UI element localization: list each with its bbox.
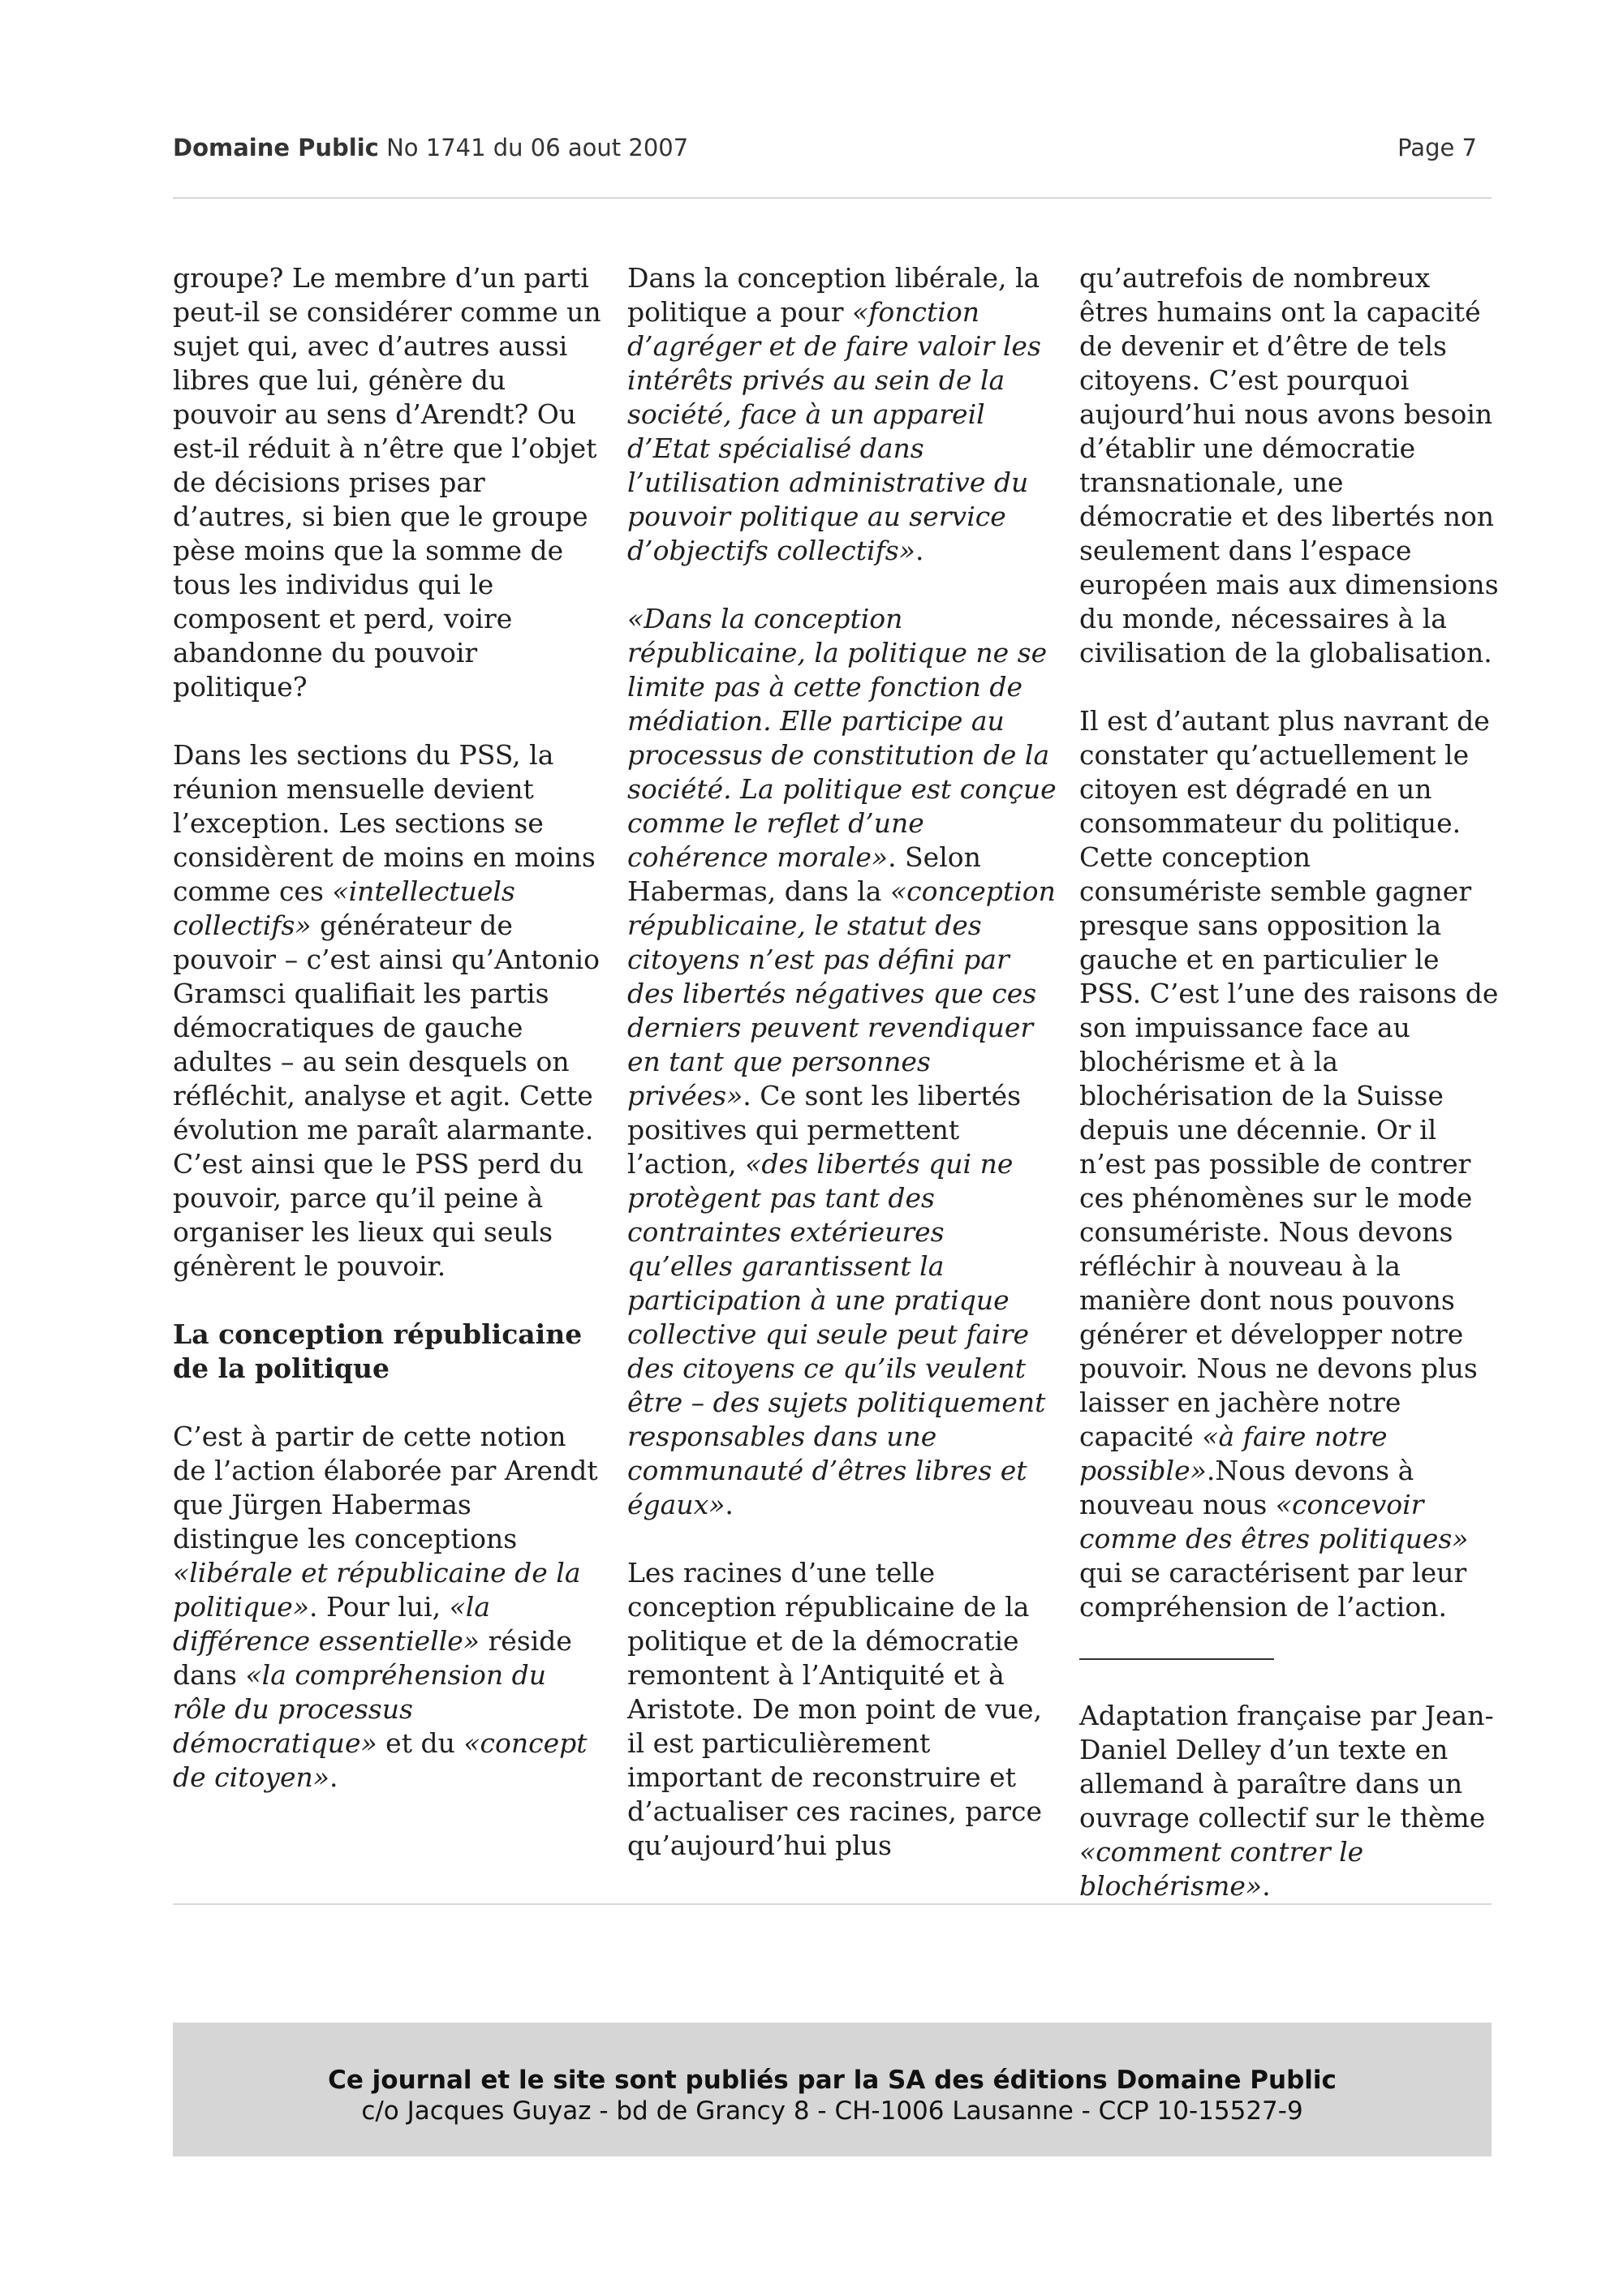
text-run: qui se caractérisent par leur compréhension de l’action. [1079,1557,1467,1623]
text-run: . [1262,1870,1271,1902]
quoted-text: «des libertés qui ne protègent pas tant des contraintes extérieures qu’elles garantissent la participation à une pratique collective qui seule peut faire des citoyens ce qu’ils veulent être – des sujets politiquement responsables dans une communauté d’êtres libres et égaux» [627,1148,1046,1520]
page-number: Page 7 [1397,134,1477,161]
article-end-rule [173,1903,1492,1905]
text-run: . Pour lui, [309,1591,450,1623]
article-column-2 [627,261,1057,1863]
text-run: . Selon Habermas, dans la [627,841,981,907]
quoted-text: «libérale et républicaine de la politique» [173,1557,581,1623]
quoted-text: «concept de citoyen» [173,1727,588,1793]
text-run: groupe? Le membre d’un parti peut-il se considérer comme un sujet qui, avec d’autres aussi libres que lui, génère du pouvoir au sens d’Arendt? Ou est-il réduit à n’être que l’objet de décisions prises par d’autres, si bien que le groupe pèse moins que la somme de tous les individus qui le composent et perd, voire abandonne du pouvoir politique? [173,262,601,703]
text-run: .Nous devons à nouveau nous [1079,1455,1414,1520]
text-run: réside dans [173,1625,572,1691]
section-heading [173,1318,603,1386]
publisher-footer [173,2023,1492,2156]
text-run: . [329,1761,338,1793]
signature-rule [1079,1658,1274,1660]
publication-name: Domaine Public [173,134,379,161]
text-run: qu’autrefois de nombreux êtres humains ont la capacité de devenir et d’être de tels citoyens. C’est pourquoi aujourd’hui nous avons besoin d’établir une démocratie transnationale, une démocratie et des libertés non seulement dans l’espace européen mais aux dimensions du monde, nécessaires à la civilisation de la globalisation. [1079,262,1499,669]
text-run: . [725,1489,734,1520]
quoted-text: «à faire notre possible» [1079,1421,1388,1486]
text-run: Les racines d’une telle conception républicaine de la politique et de la démocratie remontent à l’Antiquité et à Aristote. De mon point de vue, il est particulièrement important de reconstruire et d’actualiser ces racines, parce qu’aujourd’hui plus [627,1557,1043,1861]
text-run: et du [377,1727,464,1759]
paragraph [1079,704,1501,1624]
quoted-text: «la différence essentielle» [173,1591,491,1657]
text-run: Dans les sections du PSS, la réunion mensuelle devient l’exception. Les sections se considèrent de moins en moins comme ces [173,739,596,907]
text-run: . [915,535,924,566]
text-run: . Ce sont les libertés positives qui permettent l’action, [627,1080,1022,1180]
text-run: C’est à partir de cette notion de l’action élaborée par Arendt que Jürgen Habermas distingue les conceptions [173,1421,598,1554]
article-column-3 [1079,261,1501,1903]
text-run: générateur de pouvoir – c’est ainsi qu’Antonio Gramsci qualifiait les partis démocratiques de gauche adultes – au sein desquels on réfléchit, analyse et agit. Cette évolution me paraît alarmante. C’est ainsi que le PSS perd du pouvoir, parce qu’il peine à organiser les lieux qui seuls génèrent le pouvoir. [173,909,600,1282]
footer-publisher: Ce journal et le site sont publiés par la SA des éditions Domaine Public [328,2066,1337,2095]
quoted-text: «fonction d’agréger et de faire valoir les intérêts privés au sein de la société, face à un appareil d’Etat spécialisé dans l’utilisation administrative du pouvoir politique au service d’objectifs collectifs» [627,296,1041,566]
paragraph [1079,261,1501,670]
article-column-1 [173,261,603,1795]
text-run: La conception républicaine de la politique [173,1318,583,1384]
quoted-text: «comment contrer le blochérisme» [1079,1836,1364,1902]
paragraph [173,1420,603,1795]
quoted-text: «la compréhension du rôle du processus démocratique» [173,1659,546,1759]
paragraph [173,738,603,1283]
paragraph [1079,1699,1501,1903]
issue-info: No 1741 du 06 aout 2007 [378,134,689,161]
text-run: Il est d’autant plus navrant de constater qu’actuellement le citoyen est dégradé en un consommateur du politique. Cette conception consumériste semble gagner presque sans opposition la gauche et en particulier le PSS. C’est l’une des raisons de son impuissance face au blochérisme et à la blochérisation de la Suisse depuis une décennie. Or il n’est pas possible de contrer ces phénomènes sur le mode consumériste. Nous devons réfléchir à nouveau à la manière dont nous pouvons générer et développer notre pouvoir. Nous ne devons plus laisser en jachère notre capacité [1079,705,1499,1452]
paragraph [627,602,1057,1522]
paragraph [627,261,1057,568]
page-header [173,134,1492,174]
text-run: Dans la conception libérale, la politique a pour [627,262,1040,328]
paragraph [627,1556,1057,1863]
quoted-text: «concevoir comme des êtres politiques» [1079,1489,1469,1554]
quoted-text: «intellectuels collectifs» [173,875,515,941]
quoted-text: «Dans la conception républicaine, la politique ne se limite pas à cette fonction de médiation. Elle participe au processus de constitution de la société. La politique est conçue comme le reflet d’une cohérence morale» [627,603,1057,873]
header-rule [173,197,1492,199]
footer-address: c/o Jacques Guyaz - bd de Grancy 8 - CH-1006 Lausanne - CCP 10-15527-9 [361,2096,1303,2126]
quoted-text: «conception républicaine, le statut des citoyens n’est pas défini par des libertés négatives que ces derniers peuvent revendiquer en tant que personnes privées» [627,875,1056,1111]
paragraph [173,261,603,704]
text-run: Adaptation française par Jean-Daniel Delley d’un texte en allemand à paraître dans un ouvrage collectif sur le thème [1079,1700,1494,1834]
